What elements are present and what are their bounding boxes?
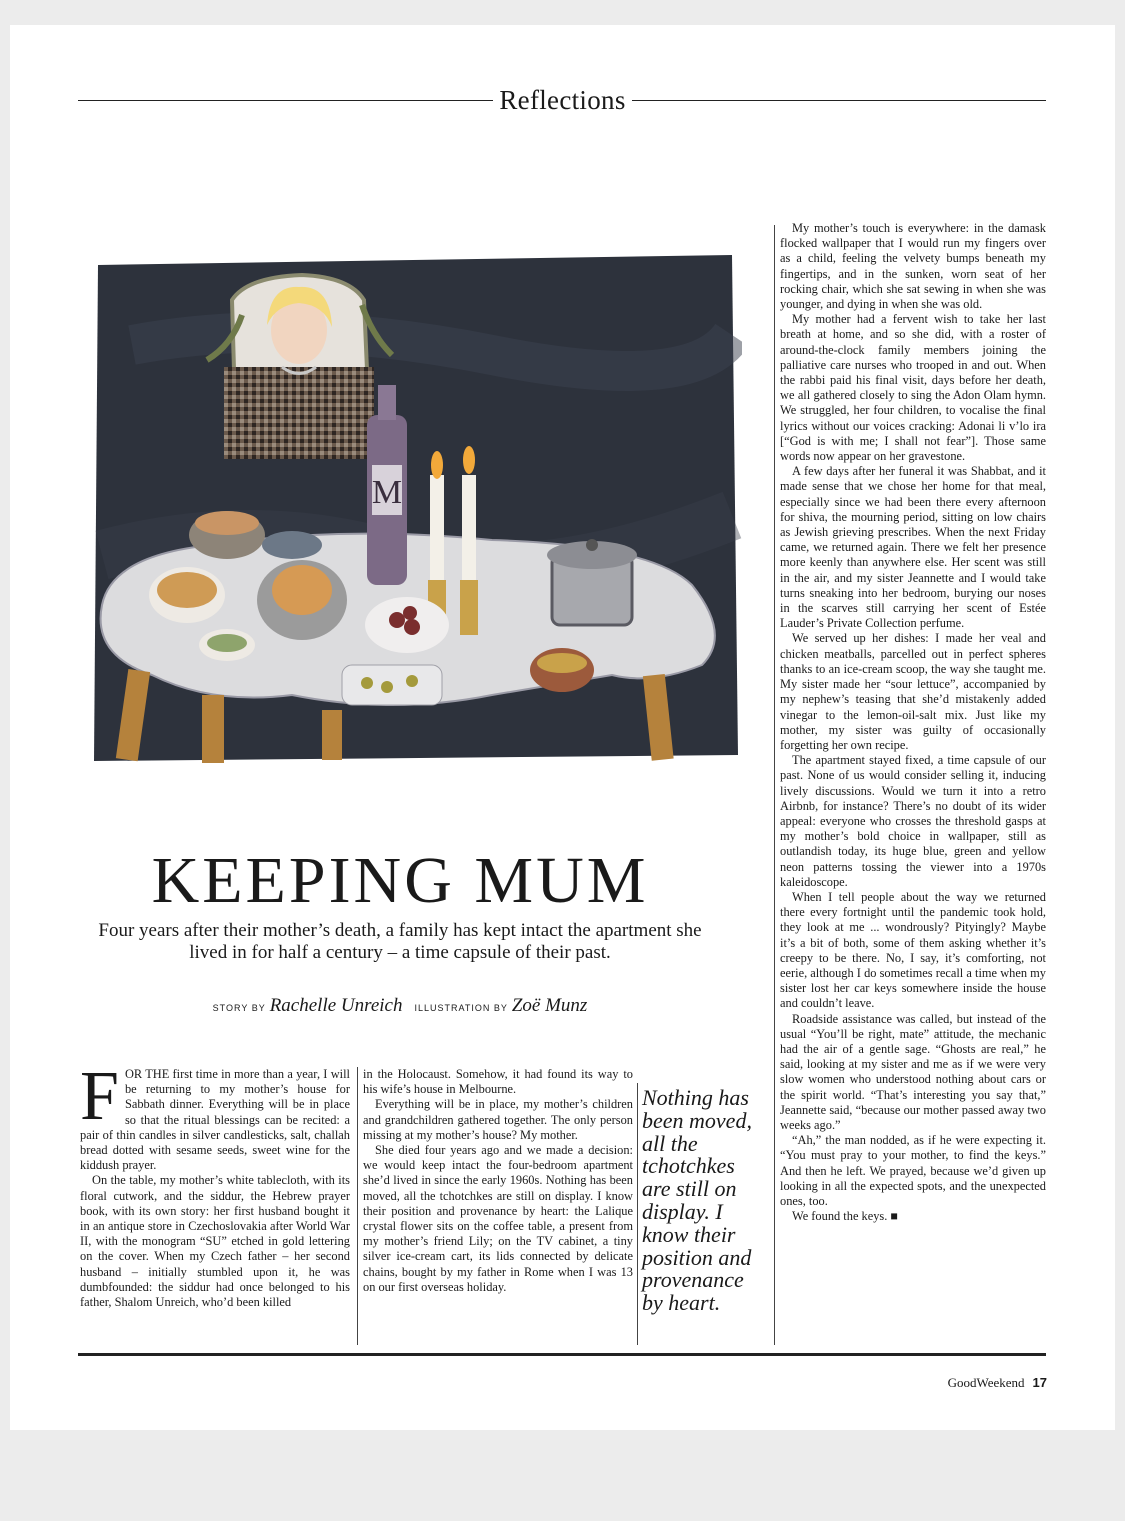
paragraph: My mother had a fervent wish to take her last breath at home, and so she did, with a roster of around-the-clock family members joining the palliative care nurses who trooped in and out. When the rabbi paid his final visit, days before her death, we all gathered closely to sing the Adon Olam hymn. We struggled, her four children, to vocalise the final lyrics without our voices cracking: Adonai li v’lo ira [“God is with me; I shall not fear”]. Those same words now appear on her gravestone. (780, 312, 1046, 464)
paragraph: When I tell people about the way we returned there every fortnight until the pandemic took hold, they look at me ... wondrously? Pityingly? Maybe it’s a bit of both, some of them asking whether it’s creepy to be there. No, I say, it’s comforting, not eerie, although I do sometimes recall a time when my sister lost her car keys somewhere inside the house and couldn’t leave. (780, 889, 1046, 1011)
column-separator (637, 1083, 638, 1345)
paragraph: My mother’s touch is everywhere: in the damask flocked wallpaper that I would run my fingers over as a child, feeling the velvety bumps beneath my fingertips, and in the sunken, worn seat of her rocking chair, which she sat sewing in when she was younger, and dying in when she was old. (780, 221, 1046, 312)
illustration-by-label: ILLUSTRATION BY (414, 1003, 508, 1013)
portrait-frame (207, 275, 392, 459)
paragraph: “Ah,” the man nodded, as if he were expecting it. “You must pray to your mother, to find the keys.” And then he left. We prayed, because we’d given up looking in all the expected spots, and the unexpected ones, too. (780, 1133, 1046, 1208)
paragraph: A few days after her funeral it was Shabbat, and it made sense that we chose her home for that meal, especially since we had been there every afternoon for shiva, the mourning period, sitting on low chairs as Jewish grieving prescribes. When the next Friday came, we returned again. There we felt her presence more keenly than anywhere else. Her scent was still in the air, and my sister Jeannette and I would take turns sneaking into her bedroom, burying our noses in the scarves still carrying her scent of Estée Lauder’s Private Collection perfume. (780, 464, 1046, 631)
column-separator (357, 1067, 358, 1345)
magazine-name: GoodWeekend (947, 1375, 1025, 1390)
paragraph: We found the keys. ■ (792, 1209, 898, 1224)
drop-cap: F (80, 1058, 119, 1135)
section-header (10, 85, 1115, 116)
headline: KEEPING MUM (151, 844, 649, 917)
byline (90, 995, 710, 1017)
body-column-2 (363, 1067, 633, 1295)
paragraph: On the table, my mother’s white tablecloth, with its floral cutwork, and the siddur, the Hebrew prayer book, with its own story: her first husband bought it in an antique store in Czechoslovakia after World War II, with the monogram “SU” etched in gold lettering on the cover. When my Czech father – her second husband – initially stumbled upon it, he was dumbfounded: the siddur had once belonged to his father, Shalom Unreich, who’d been killed (80, 1173, 350, 1310)
illustrator-name: Zoë Munz (511, 995, 588, 1016)
bottle-monogram: M (371, 474, 403, 511)
footer-rule (78, 1353, 1046, 1356)
body-column-4 (780, 221, 1046, 1224)
body-column-1 (80, 1058, 350, 1310)
paragraph: The apartment stayed fixed, a time capsule of our past. None of us would consider selling it, inducing lively discussions. Would we turn it into a retro Airbnb, for instance? There’s no doubt of its wider appeal: everyone who crosses the threshold gasps at my mother’s bold choice in wallpaper, still as outlandish today, its huge blue, green and yellow neon patterns tossing the viewer into a 1970s kaleidoscope. (780, 753, 1046, 889)
paragraph: She died four years ago and we made a decision: we would keep intact the four-bedroom apartment she’d lived in since the early 1960s. Nothing has been moved, all the tchotchkes are still on display. I know their position and provenance by heart: the Lalique crystal flower sits on the coffee table, a present from my mother’s friend Lily; on the TV cabinet, a tiny silver ice-cream cart, its lids connected by delicate chains, bought by my father in Rome when I was 13 on our first overseas holiday. (363, 1143, 633, 1294)
magazine-page (10, 25, 1115, 1430)
cooking-pot (547, 539, 637, 625)
pull-quote: Nothing has been moved, all the tchotchkes are still on display. I know their position and provenance by heart. (642, 1085, 752, 1316)
paragraph: Everything will be in place, my mother’s children and grandchildren gathered together. The only person missing at my mother’s house? My mother. (363, 1097, 633, 1142)
page-number: 17 (1032, 1375, 1047, 1390)
author-name: Rachelle Unreich (269, 995, 403, 1016)
column-separator (774, 225, 775, 1345)
paragraph: We served up her dishes: I made her veal and chicken meatballs, parcelled out in perfect spheres thanks to an ice-cream scoop, the way she taught me. My sister made her “sour lettuce”, accompanied by my nephew’s teasing that she’d mistakenly added vinegar to the lemon-oil-salt mix. Just like my mother, my sister was guilty of occasionally forgetting her own recipe. (780, 631, 1046, 752)
illustration-table-painting (92, 255, 742, 763)
standfirst: Four years after their mother’s death, a family has kept intact the apartment she lived in for half a century – a time capsule of their past. (98, 920, 702, 963)
story-by-label: STORY BY (212, 1003, 266, 1013)
paragraph: OR THE first time in more than a year, I will be returning to my mother’s house for Sabbath dinner. Everything will be in place so that the ritual blessings can be recited: a pair of thin candles in silver candlesticks, salt, challah bread dotted with sesame seeds, sweet wine for the kiddush prayer. (80, 1067, 350, 1173)
page-footer (948, 1375, 1047, 1391)
paragraph: in the Holocaust. Somehow, it had found its way to his wife’s house in Melbourne. (363, 1067, 633, 1097)
section-title: Reflections (493, 85, 631, 115)
paragraph: Roadside assistance was called, but instead of the usual “You’ll be right, mate” attitude, the mechanic had the air of a gentle sage. “Ghosts are real,” he said, looking at my sister and me as if we were very slow women who understood nothing about cars or the spirit world. “That’s interesting you say that,” Jeannette said, “because our mother passed away two weeks ago.” (780, 1011, 1046, 1132)
